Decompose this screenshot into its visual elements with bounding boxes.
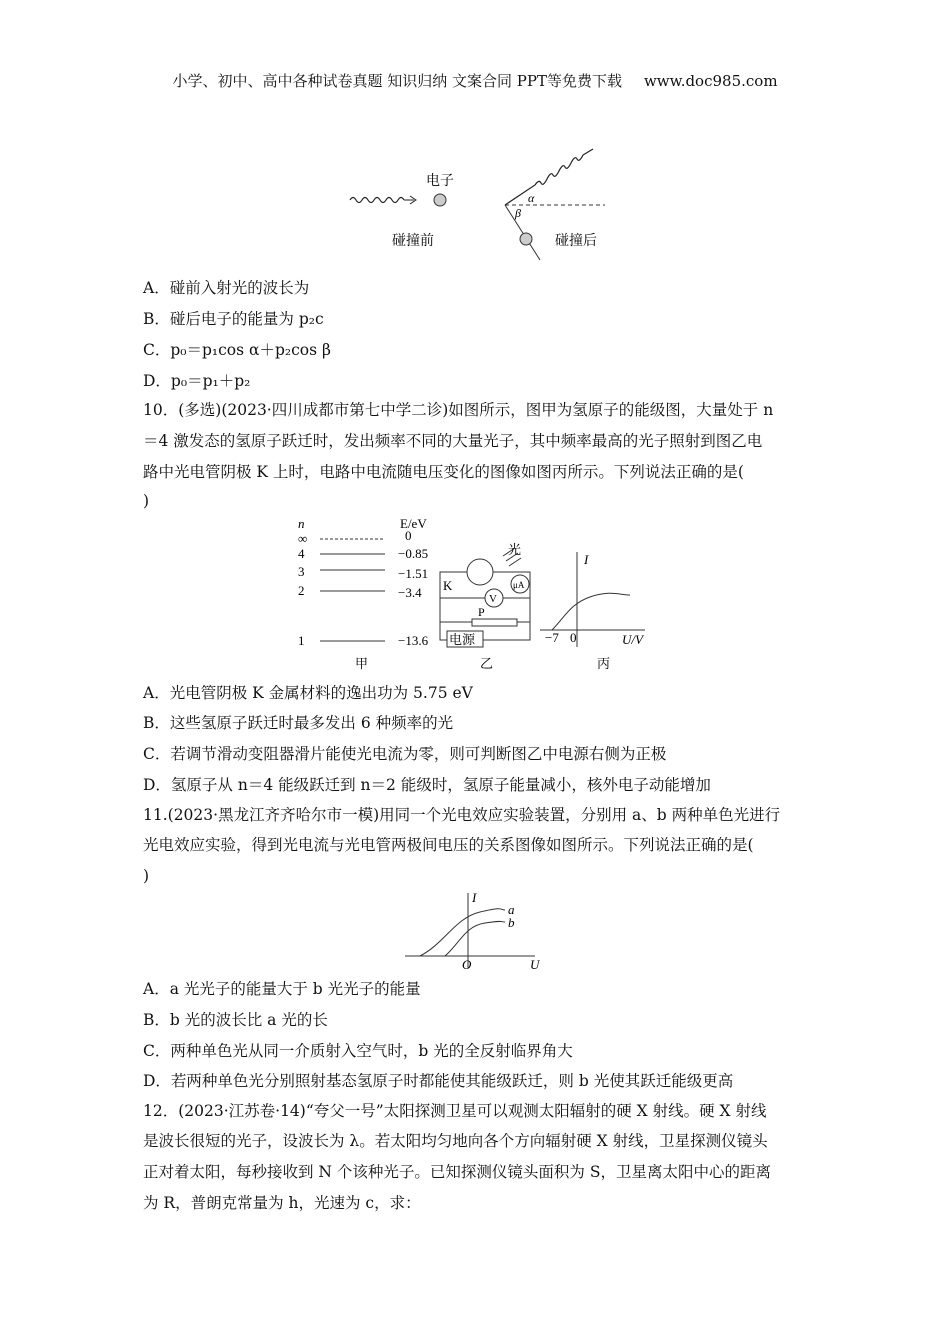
q10-line: ＝4 激发态的氢原子跃迁时，发出频率不同的大量光子，其中频率最高的光子照射到图乙电 (143, 432, 763, 450)
power-source-label: 电源 (449, 632, 476, 647)
cathode-label: K (443, 578, 453, 593)
q11-option-d: D．若两种单色光分别照射基态氢原子时都能使其能级跃迁，则 b 光使其跃迁能级更高 (143, 1072, 734, 1090)
q11-figure (400, 888, 550, 973)
curve-a-label: a (508, 902, 515, 917)
origin-label: O (462, 957, 472, 972)
electron-label: 电子 (426, 174, 454, 189)
light-label: 光 (508, 542, 522, 557)
q10-line: 10．(多选)(2023·四川成都市第七中学二诊)如图所示，图甲为氢原子的能级图，大量处于 n (143, 401, 774, 419)
fig-jia-label: 甲 (355, 656, 369, 671)
page-header (0, 70, 950, 91)
q9-option-b: B．碰后电子的能量为 p₂c (143, 310, 324, 328)
q12-line: 12．(2023·江苏卷·14)“夸父一号”太阳探测卫星可以观测太阳辐射的硬 X 射线。硬 X 射线 (143, 1102, 767, 1120)
level-energy: −13.6 (398, 633, 429, 648)
q11-option-a: A．a 光光子的能量大于 b 光光子的能量 (143, 980, 421, 998)
tick-minus7: −7 (545, 630, 559, 645)
compton-figure (340, 145, 610, 265)
energy-label: E/eV (400, 516, 427, 531)
level-n: 4 (298, 546, 305, 561)
level-energy: −0.85 (398, 546, 429, 561)
level-n: ∞ (298, 531, 308, 546)
level-energy: −3.4 (398, 585, 422, 600)
q10-option-d: D．氢原子从 n＝4 能级跃迁到 n＝2 能级时，氢原子能量减小，核外电子动能增加 (143, 776, 711, 794)
level-n: 2 (298, 583, 305, 598)
slider-label: P (478, 605, 485, 619)
after-label: 碰撞后 (555, 234, 597, 249)
q9-option-c: C．p₀＝p₁cos α＋p₂cos β (143, 341, 331, 359)
tick-zero: 0 (570, 630, 577, 645)
q12-line: 正对着太阳，每秒接收到 N 个该种光子。已知探测仪镜头面积为 S，卫星离太阳中心的距离 (143, 1163, 771, 1181)
beta-label: β (515, 206, 521, 220)
voltage-axis-label: U/V (622, 632, 643, 647)
q11-option-c: C．两种单色光从同一介质射入空气时，b 光的全反射临界角大 (143, 1042, 573, 1060)
level-energy: 0 (405, 528, 412, 543)
n-label: n (298, 516, 305, 531)
q11-line: 11.(2023·黑龙江齐齐哈尔市一模)用同一个光电效应实验装置，分别用 a、b 两种单色光进行 (143, 806, 781, 824)
before-label: 碰撞前 (392, 234, 434, 249)
level-energy: −1.51 (398, 566, 429, 581)
level-n: 1 (298, 633, 305, 648)
q9-option-d: D．p₀＝p₁＋p₂ (143, 372, 251, 390)
q12-line: 为 R，普朗克常量为 h，光速为 c，求： (143, 1194, 421, 1212)
q10-line: ) (143, 492, 150, 510)
fig-bing-label: 丙 (597, 656, 611, 671)
q9-option-a: A．碰前入射光的波长为 (143, 279, 310, 297)
level-n: 3 (298, 564, 305, 579)
q10-figure (290, 512, 670, 672)
q10-line: 路中光电管阴极 K 上时，电路中电流随电压变化的图像如图丙所示。下列说法正确的是( (143, 463, 744, 481)
current-axis-label: I (584, 552, 589, 567)
q12-line: 是波长很短的光子，设波长为 λ。若太阳均匀地向各个方向辐射硬 X 射线，卫星探测仪镜头 (143, 1132, 768, 1150)
q10-option-a: A．光电管阴极 K 金属材料的逸出功为 5.75 eV (143, 684, 473, 702)
microammeter-label: μA (513, 580, 525, 590)
header-text: 小学、初中、高中各种试卷真题 知识归纳 文案合同 PPT等免费下载 (172, 72, 622, 90)
curve-b-label: b (508, 915, 515, 930)
current-axis-label: I (472, 890, 477, 905)
q11-option-b: B．b 光的波长比 a 光的长 (143, 1011, 328, 1029)
q11-line: 光电效应实验，得到光电流与光电管两极间电压的关系图像如图所示。下列说法正确的是( (143, 836, 754, 854)
fig-yi-label: 乙 (480, 656, 494, 671)
alpha-label: α (528, 191, 535, 205)
q11-line: ) (143, 867, 150, 885)
header-url[interactable]: www.doc985.com (643, 72, 778, 90)
voltmeter-label: V (489, 593, 497, 605)
q10-option-b: B．这些氢原子跃迁时最多发出 6 种频率的光 (143, 714, 454, 732)
voltage-axis-label: U (530, 957, 540, 972)
q10-option-c: C．若调节滑动变阻器滑片能使光电流为零，则可判断图乙中电源右侧为正极 (143, 745, 667, 763)
